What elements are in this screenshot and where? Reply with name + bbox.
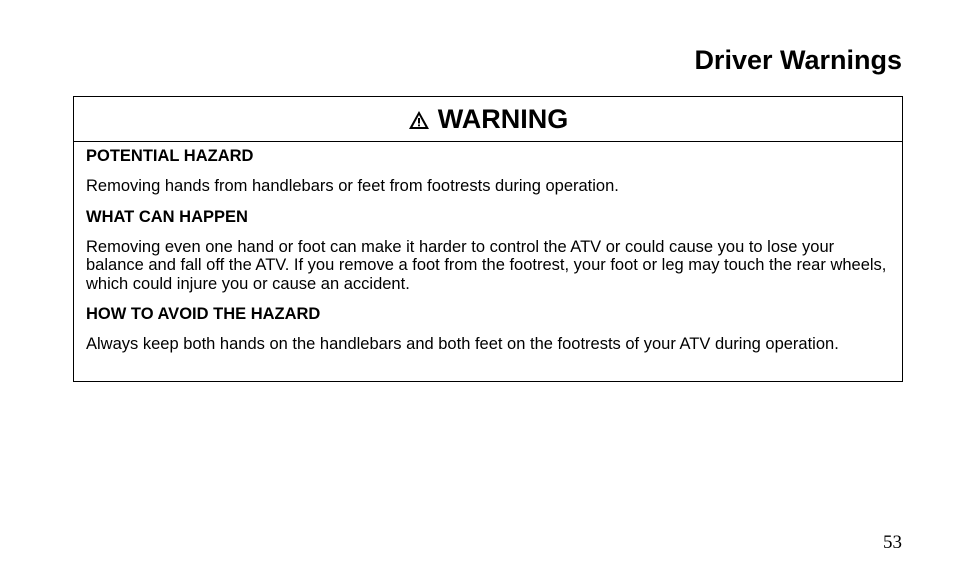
how-to-avoid-heading: HOW TO AVOID THE HAZARD	[86, 305, 321, 323]
warning-title: WARNING	[437, 104, 569, 134]
potential-hazard-heading: POTENTIAL HAZARD	[86, 147, 254, 165]
potential-hazard-text: Removing hands from handlebars or feet from footrests during operation.	[86, 177, 619, 195]
how-to-avoid-text: Always keep both hands on the handlebars and both feet on the footrests of your ATV during operation.	[86, 335, 839, 353]
warning-box	[73, 96, 903, 382]
warning-header	[74, 97, 902, 142]
warning-triangle-icon	[408, 110, 430, 130]
page-title: Driver Warnings	[694, 45, 902, 75]
page-number: 53	[883, 532, 902, 553]
warning-body	[74, 142, 902, 354]
what-can-happen-text: Removing even one hand or foot can make it harder to control the ATV or could cause you to lose your balance and fall off the ATV. If you remove a foot from the footrest, your foot or leg may touch the rear wheels, which could injure you or cause an accident.	[86, 237, 887, 293]
what-can-happen-heading: WHAT CAN HAPPEN	[86, 207, 248, 226]
